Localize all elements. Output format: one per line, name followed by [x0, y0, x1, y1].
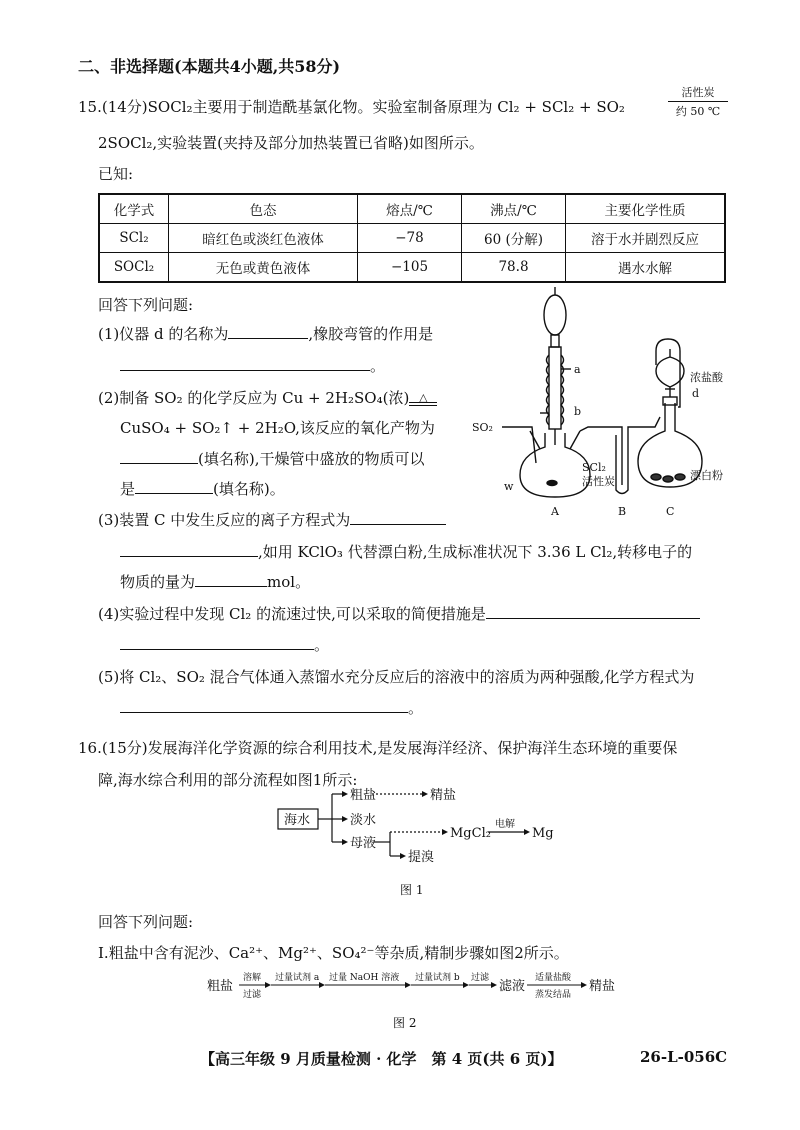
table-header: 化学式 [99, 194, 169, 224]
table-cell: 暗红色或淡红色液体 [169, 224, 358, 253]
q15-part2-line3 [120, 448, 424, 469]
label-acid: 浓盐酸 [690, 371, 723, 384]
figure-1 [270, 782, 570, 902]
q16-part1: Ⅰ.粗盐中含有泥沙、Ca²⁺、Mg²⁺、SO₄²⁻等杂质,精制步骤如图2所示。 [98, 944, 569, 962]
drying-tube-bulb [544, 295, 566, 335]
electrolysis-label: 电解 [495, 819, 515, 830]
table-cell: 溶于水并剧烈反应 [566, 224, 726, 253]
footer-code: 26-L-056C [640, 1048, 728, 1066]
footer-title: 【高三年级 9 月质量检测 · 化学 第 4 页(共 6 页)】 [200, 1050, 563, 1068]
q15-answer-prompt: 回答下列问题: [98, 296, 194, 314]
step1-top: 溶解 [243, 973, 262, 983]
q15-part3-line2 [120, 541, 692, 562]
q16-line2: 障,海水综合利用的部分流程如图1所示: [98, 771, 358, 789]
filtrate-label: 滤液 [499, 979, 526, 994]
part4-text-b: 。 [314, 636, 330, 654]
table-row [99, 253, 725, 283]
part5-text-b: 。 [408, 699, 424, 717]
answer-blank[interactable] [486, 604, 700, 619]
apparatus-diagram [470, 285, 740, 520]
q15-part1-line2 [120, 355, 385, 376]
answer-blank[interactable] [228, 324, 308, 339]
table-cell: SCl₂ [99, 224, 169, 253]
q15-part3-line1 [98, 509, 446, 530]
bromine-label: 提溴 [408, 850, 435, 865]
label-w: w [504, 480, 514, 493]
q15-part4-line2 [120, 634, 329, 655]
table-cell: 60 (分解) [462, 224, 566, 253]
fresh-water-label: 淡水 [350, 813, 377, 828]
answer-blank[interactable] [135, 479, 213, 494]
answer-blank[interactable] [195, 572, 267, 587]
fine-salt-end: 精盐 [589, 979, 616, 994]
answer-blank[interactable] [120, 356, 370, 371]
label-A: A [551, 505, 559, 518]
heat-equals [409, 393, 437, 406]
known-label: 已知: [98, 165, 134, 183]
part2-text-a: (2)制备 SO₂ 的化学反应为 Cu + 2H₂SO₄(浓) [98, 389, 410, 407]
figure-2-caption: 图 2 [393, 1016, 417, 1030]
label-C: C [666, 505, 675, 518]
step1-bottom: 过滤 [243, 990, 262, 1000]
table-header: 色态 [169, 194, 358, 224]
label-B: B [618, 505, 627, 518]
step6-bottom: 蒸发结晶 [535, 990, 572, 1000]
part1-text-a: (1)仪器 d 的名称为 [98, 325, 229, 343]
part1-text-b: ,橡胶弯管的作用是 [308, 325, 434, 343]
condenser [549, 347, 561, 429]
q15-part2-line4 [120, 478, 285, 499]
q15-part4-line1 [98, 603, 700, 624]
seawater-label: 海水 [284, 813, 311, 828]
cond-top: 活性炭 [681, 86, 715, 99]
q15-part1-line1 [98, 323, 433, 344]
heat-icon: △ [419, 391, 428, 404]
part1-text-c: 。 [370, 357, 386, 375]
table-cell: −78 [358, 224, 462, 253]
answer-blank[interactable] [350, 510, 446, 525]
table-cell: −105 [358, 253, 462, 283]
crude-salt-start: 粗盐 [207, 979, 234, 994]
answer-blank[interactable] [120, 449, 198, 464]
step5-top: 过滤 [471, 973, 490, 983]
table-header: 熔点/℃ [358, 194, 462, 224]
q15-condition [668, 84, 728, 119]
q16-line1: 16.(15分)发展海洋化学资源的综合利用技术,是发展海洋经济、保护海洋生态环境的重要保 [78, 739, 678, 757]
q15-part2-line1 [98, 387, 437, 408]
part3-text-d: mol。 [267, 573, 311, 591]
q15-part5-line1: (5)将 Cl₂、SO₂ 混合气体通入蒸馏水充分反应后的溶液中的溶质为两种强酸,化学方程式为 [98, 668, 695, 686]
table-header: 主要化学性质 [566, 194, 726, 224]
q15-line1: 15.(14分)SOCl₂主要用于制造酰基氯化物。实验室制备原理为 Cl₂ + SCl₂ + SO₂ [78, 98, 625, 116]
mgcl2-label: MgCl₂ [450, 826, 491, 841]
table-cell: 遇水水解 [566, 253, 726, 283]
q15-part3-line3 [120, 571, 310, 592]
section-title: 二、非选择题(本题共4小题,共58分) [78, 57, 341, 76]
step6-top: 适量盐酸 [535, 973, 572, 983]
label-scl2: SCl₂ [582, 461, 606, 474]
step3-top: 过量 NaOH 溶液 [329, 973, 400, 983]
answer-blank[interactable] [120, 635, 314, 650]
cond-bottom: 约 50 ℃ [675, 105, 721, 118]
part2-text-e: (填名称)。 [213, 480, 285, 498]
properties-table [98, 193, 726, 283]
label-a: a [574, 363, 581, 376]
label-b: b [574, 405, 582, 418]
table-header: 沸点/℃ [462, 194, 566, 224]
part3-text-a: (3)装置 C 中发生反应的离子方程式为 [98, 511, 351, 529]
q15-line2: 2SOCl₂,实验装置(夹持及部分加热装置已省略)如图所示。 [98, 134, 484, 152]
table-cell: SOCl₂ [99, 253, 169, 283]
figure-1-caption: 图 1 [400, 883, 424, 897]
answer-blank[interactable] [120, 542, 258, 557]
q15-part5-line2 [120, 697, 423, 718]
q16-answer-prompt: 回答下列问题: [98, 913, 194, 931]
crude-salt-label: 粗盐 [350, 788, 377, 803]
step4-top: 过量试剂 b [415, 973, 460, 983]
step2-top: 过量试剂 a [275, 973, 320, 983]
part2-text-c: (填名称),干燥管中盛放的物质可以 [198, 450, 425, 468]
table-cell: 无色或黄色液体 [169, 253, 358, 283]
mg-label: Mg [532, 826, 554, 841]
part4-text-a: (4)实验过程中发现 Cl₂ 的流速过快,可以采取的简便措施是 [98, 605, 486, 623]
table-header-row [99, 194, 725, 224]
table-row [99, 224, 725, 253]
part2-text-d: 是 [120, 480, 136, 498]
table-cell: 78.8 [462, 253, 566, 283]
mother-liquor-label: 母液 [350, 836, 377, 851]
part3-text-c: 物质的量为 [120, 573, 196, 591]
label-powder: 漂白粉 [690, 469, 723, 482]
figure-2 [205, 965, 625, 1035]
label-catalyst: 活性炭 [582, 475, 615, 488]
fine-salt-label: 精盐 [430, 788, 457, 803]
label-d: d [692, 387, 700, 400]
q15-part2-line2: CuSO₄ + SO₂↑ + 2H₂O,该反应的氧化产物为 [120, 419, 435, 437]
answer-blank[interactable] [120, 698, 408, 713]
label-so2: SO₂ [472, 421, 493, 434]
part3-text-b: ,如用 KClO₃ 代替漂白粉,生成标准状况下 3.36 L Cl₂,转移电子的 [258, 543, 693, 561]
